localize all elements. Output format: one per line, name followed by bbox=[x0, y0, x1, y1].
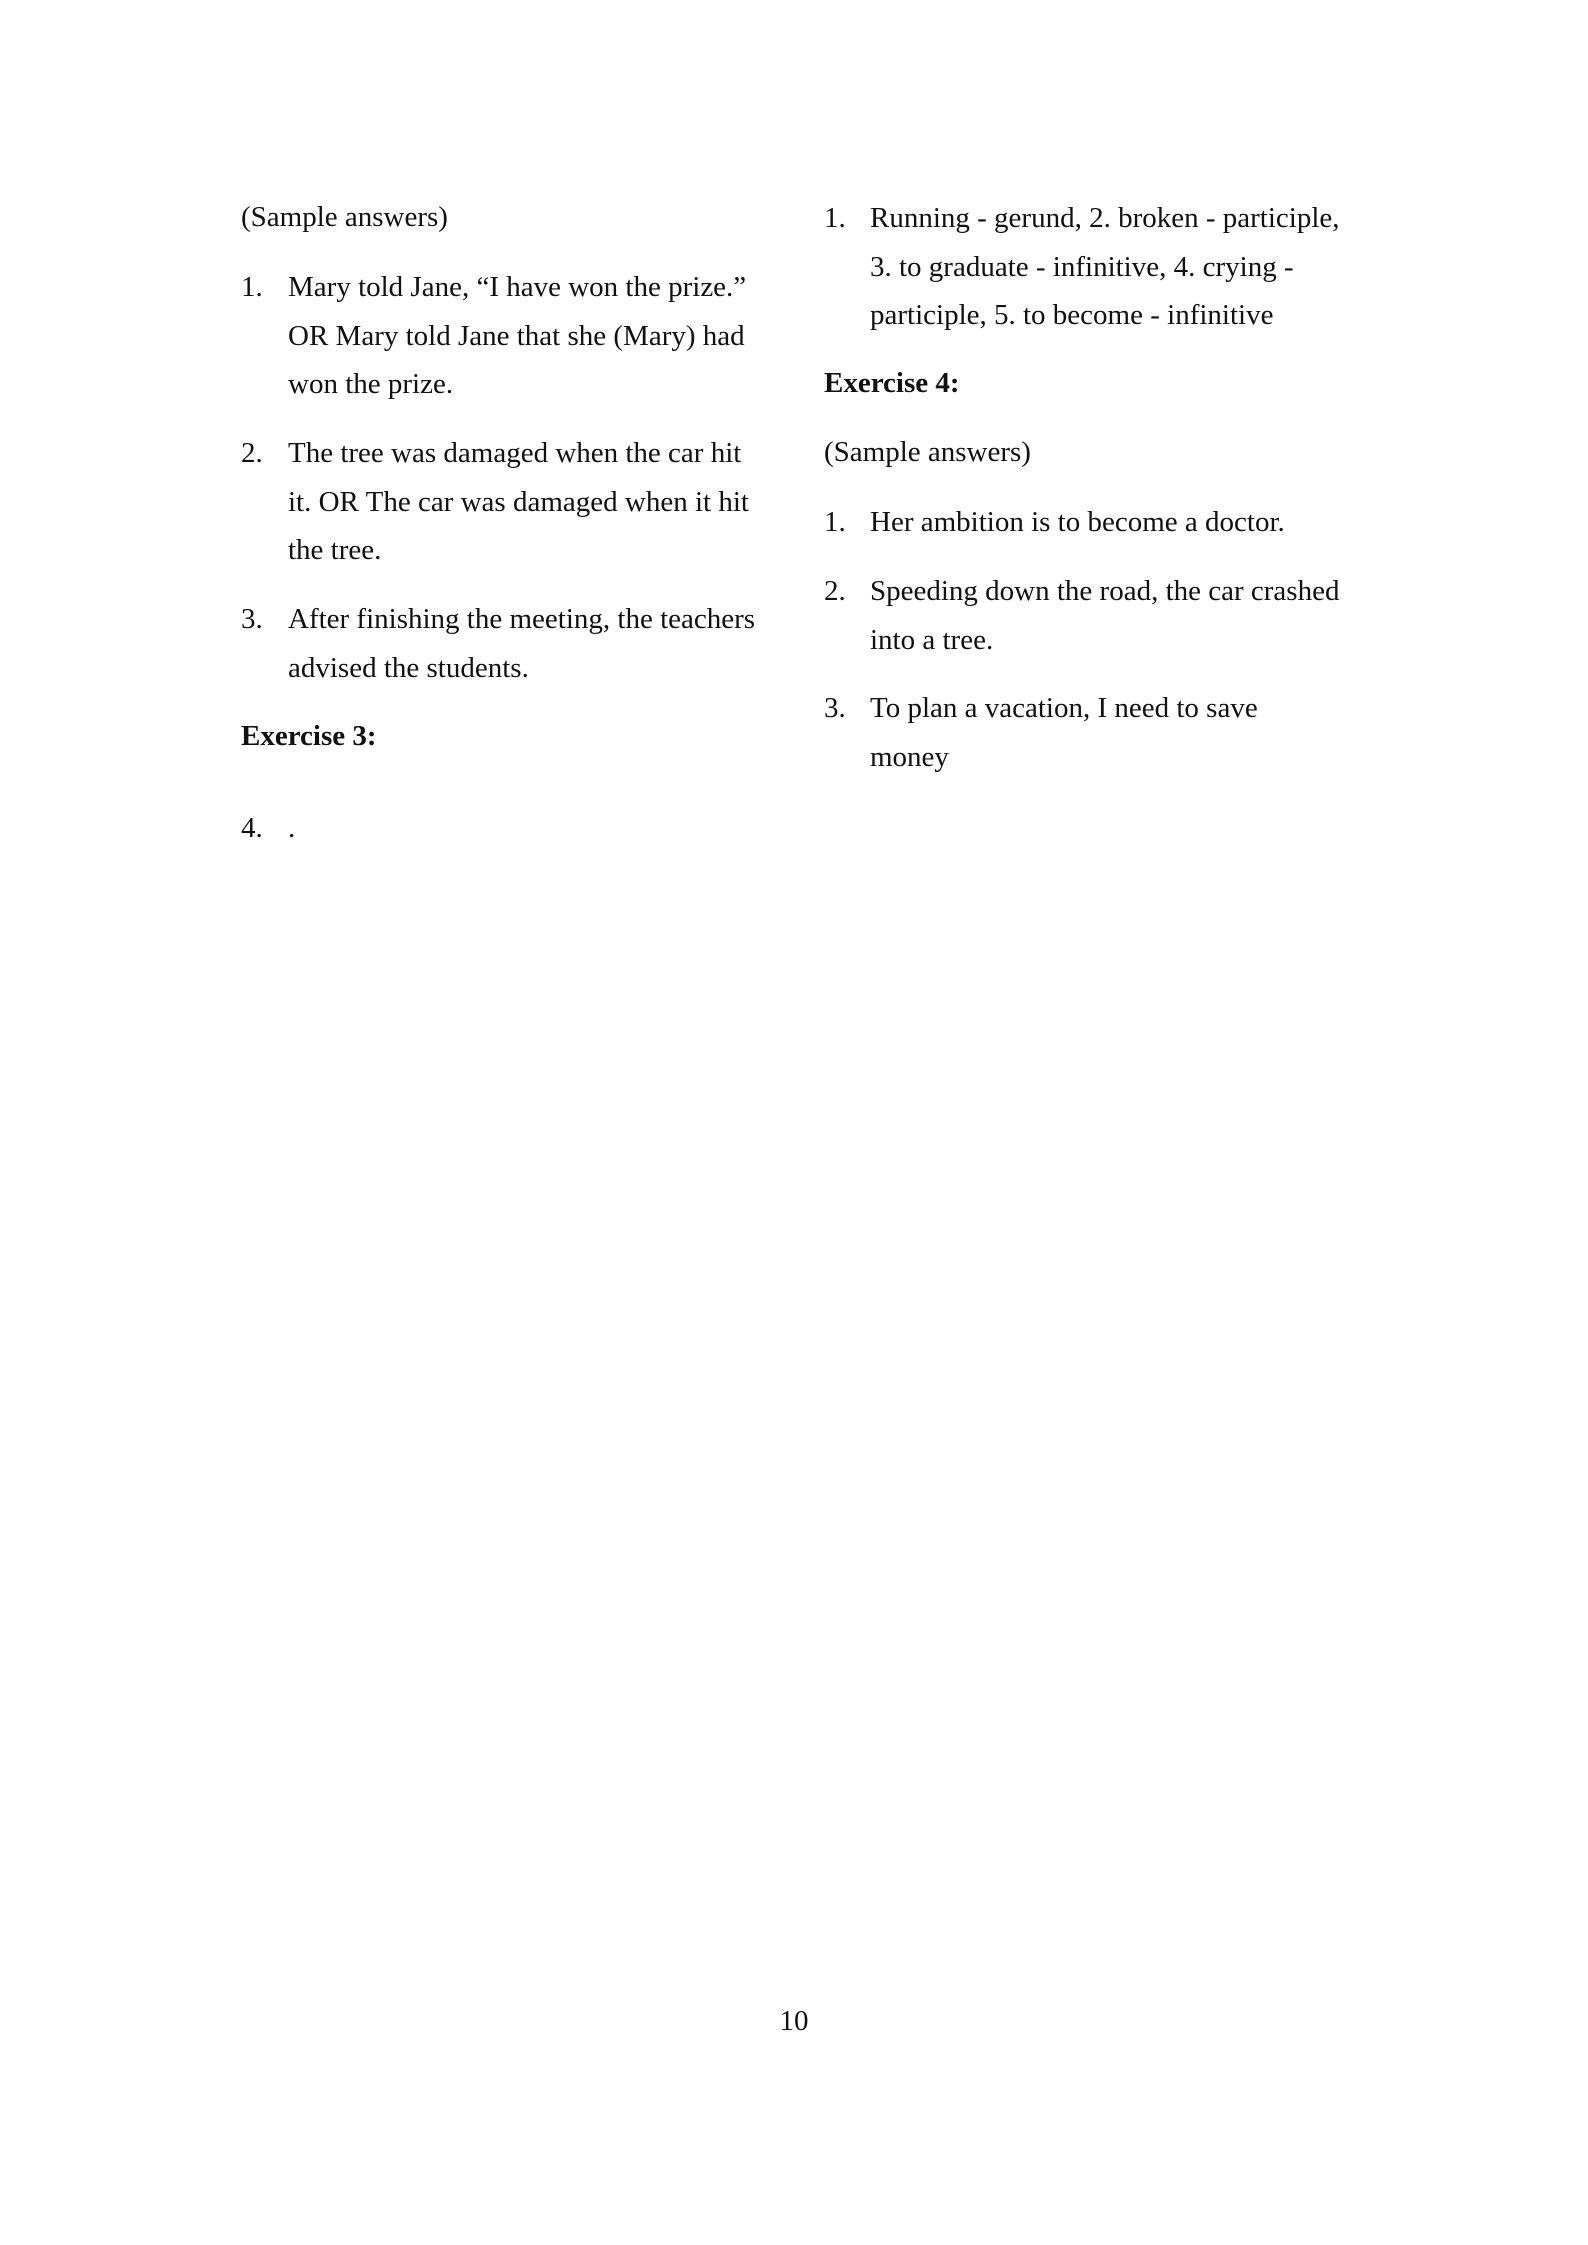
item-number: 3. bbox=[824, 692, 846, 724]
sample-answers-label bbox=[824, 428, 1031, 477]
item-text-line: . bbox=[288, 812, 296, 844]
heading-text: Exercise 3: bbox=[241, 720, 377, 752]
item-number: 4. bbox=[241, 812, 263, 844]
item-text-line: The tree was damaged when the car hit bbox=[288, 437, 742, 469]
item-text-line: advised the students. bbox=[288, 651, 529, 684]
item-number: 1. bbox=[824, 202, 846, 234]
item-text-line: participle, 5. to become - infinitive bbox=[870, 299, 1274, 331]
sample-answers-label bbox=[241, 193, 448, 242]
item-text-line: Mary told Jane, “I have won the prize.” bbox=[288, 271, 747, 303]
item-number: 2. bbox=[241, 437, 263, 469]
item-text-line: After finishing the meeting, the teachers bbox=[288, 603, 756, 635]
sample-answers-text: (Sample answers) bbox=[824, 436, 1031, 468]
item-number: 2. bbox=[824, 575, 846, 607]
page-number bbox=[0, 1997, 1588, 2046]
item-text-line: won the prize. bbox=[288, 368, 454, 400]
item-text-line: the tree. bbox=[288, 534, 382, 566]
item-text-line: into a tree. bbox=[870, 623, 994, 656]
item-text-line: Speeding down the road, the car crashed bbox=[870, 575, 1340, 607]
item-number: 1. bbox=[824, 506, 846, 538]
item-text-line: it. OR The car was damaged when it hit bbox=[288, 485, 749, 518]
page-number-text: 10 bbox=[779, 2005, 809, 2037]
item-text-line: money bbox=[870, 740, 949, 773]
exercise-3-heading bbox=[241, 712, 377, 761]
exercise-4-heading bbox=[824, 359, 960, 408]
sample-answers-text: (Sample answers) bbox=[241, 201, 448, 233]
item-text-line: To plan a vacation, I need to save bbox=[870, 692, 1258, 724]
item-number: 1. bbox=[241, 271, 263, 303]
item-text-line: Her ambition is to become a doctor. bbox=[870, 506, 1285, 538]
heading-text: Exercise 4: bbox=[824, 367, 960, 399]
item-text-line: OR Mary told Jane that she (Mary) had bbox=[288, 319, 745, 352]
item-text-line: Running - gerund, 2. broken - participle, bbox=[870, 202, 1340, 234]
item-text-line: 3. to graduate - infinitive, 4. crying - bbox=[870, 250, 1294, 283]
item-number: 3. bbox=[241, 603, 263, 635]
